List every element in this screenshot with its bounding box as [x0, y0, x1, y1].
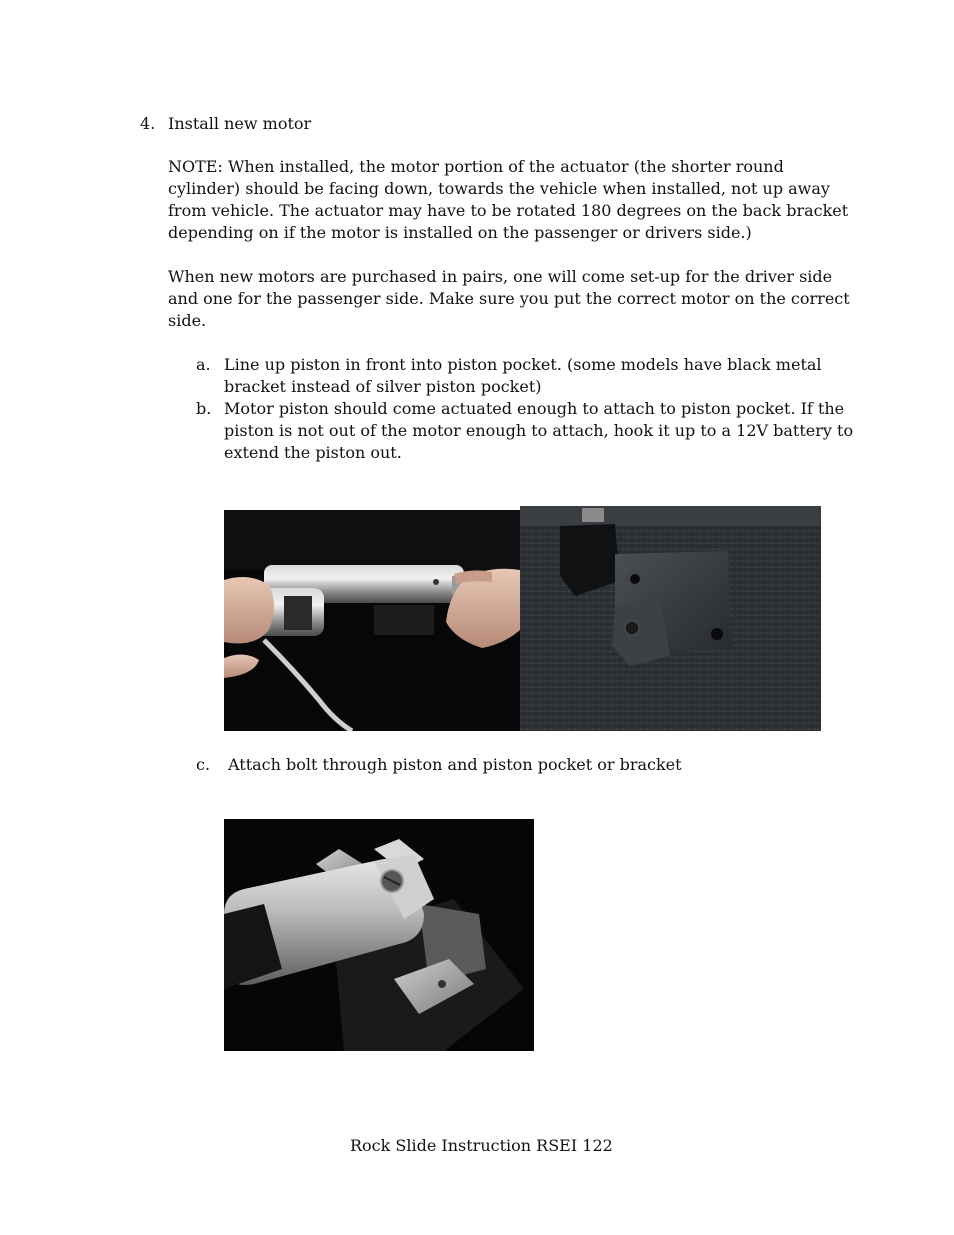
actuator-photo [224, 510, 520, 731]
substep-line: extend the piston out. [224, 443, 402, 462]
substep-label: c. [196, 755, 211, 774]
step-number: 4. [140, 114, 156, 133]
step-title: Install new motor [168, 114, 312, 133]
note-line: depending on if the motor is installed on the passenger or drivers side.) [168, 223, 752, 242]
substep-label: a. [196, 355, 211, 374]
note-line: from vehicle. The actuator may have to be rotated 180 degrees on the back bracket [168, 201, 849, 220]
substep-line: bracket instead of silver piston pocket) [224, 377, 542, 396]
substep-line: Line up piston in front into piston pocket. (some models have black metal [224, 355, 822, 374]
pairs-line: side. [168, 311, 207, 330]
substep-line: Attach bolt through piston and piston pocket or bracket [228, 755, 682, 774]
substep-label: b. [196, 399, 212, 418]
pairs-line: and one for the passenger side. Make sure you put the correct motor on the correct [168, 289, 850, 308]
substep-line: Motor piston should come actuated enough to attach to piston pocket. If the [224, 399, 845, 418]
note-line: cylinder) should be facing down, towards the vehicle when installed, not up away [168, 179, 830, 198]
note-line: NOTE: When installed, the motor portion of the actuator (the shorter round [168, 157, 784, 176]
substep-line: piston is not out of the motor enough to attach, hook it up to a 12V battery to [224, 421, 854, 440]
footer-text: Rock Slide Instruction RSEI 122 [350, 1136, 613, 1155]
bolt-attachment-photo [224, 819, 534, 1051]
piston-pocket-photo [520, 506, 821, 731]
pairs-line: When new motors are purchased in pairs, one will come set-up for the driver side [168, 267, 833, 286]
